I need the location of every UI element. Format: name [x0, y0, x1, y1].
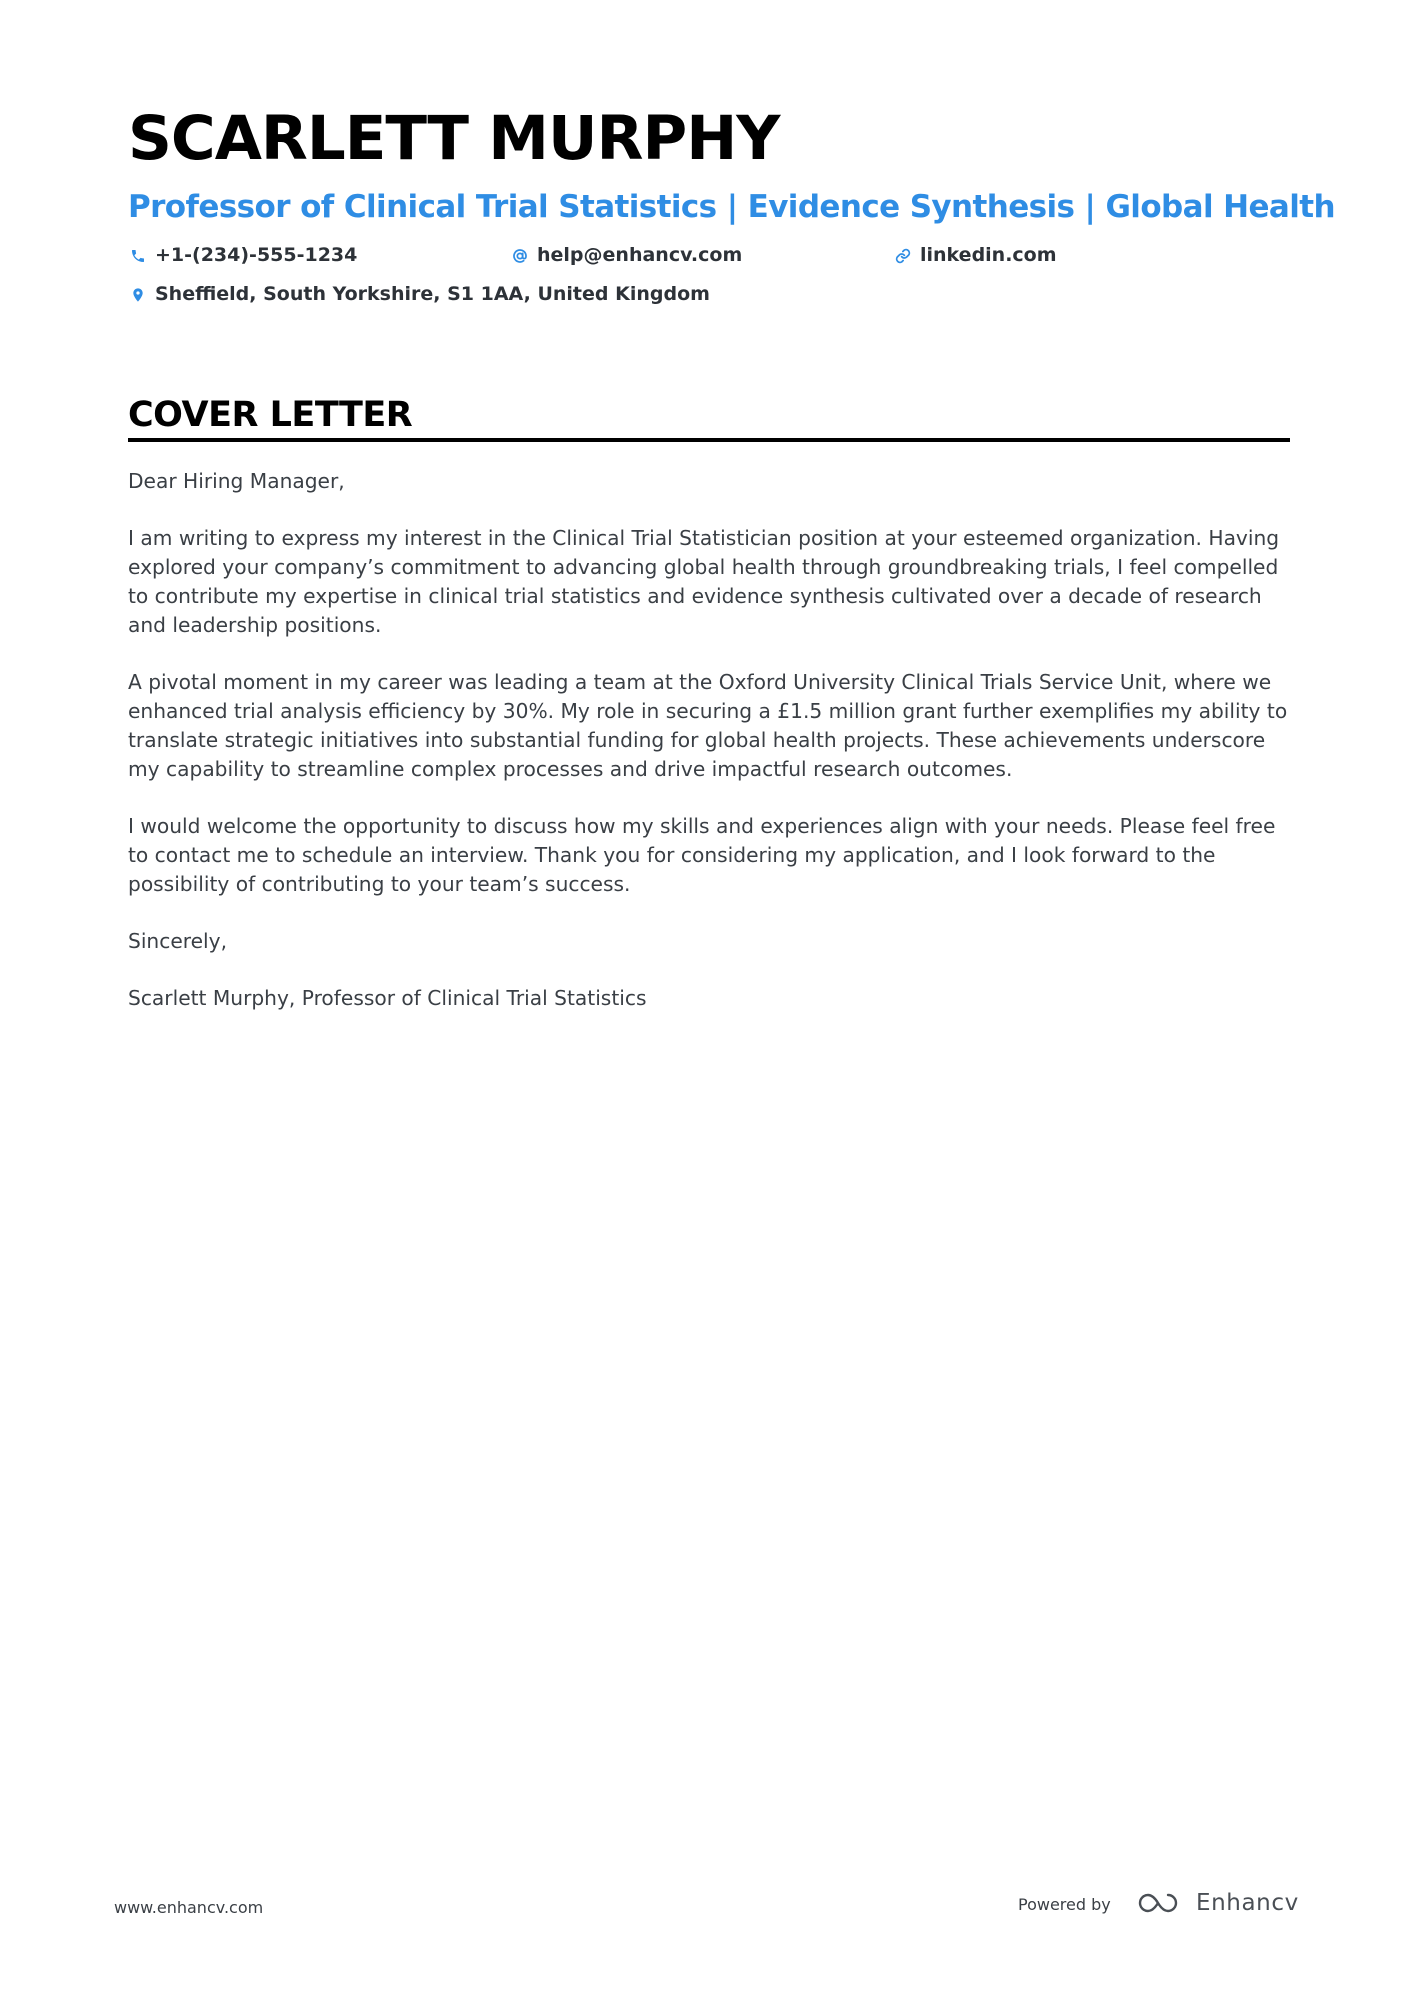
letter-body: [128, 467, 1290, 1041]
letter-paragraph: I am writing to express my interest in the Clinical Trial Statistician position at your esteemed organization. Having explored your company’s commitment to advancing global health through groundbreaking trials, I feel compelled to contribute my expertise in clinical trial statistics and evidence synthesis cultivated over a decade of research and leadership positions.: [128, 526, 1280, 637]
at-sign-icon: [512, 248, 528, 264]
section-divider: [128, 438, 1290, 442]
section-title: COVER LETTER: [128, 395, 413, 435]
letter-signature: Scarlett Murphy, Professor of Clinical Trial Statistics: [128, 986, 647, 1010]
footer-url[interactable]: www.enhancv.com: [114, 1898, 264, 1917]
phone-icon: [130, 248, 146, 264]
footer-brand: Enhancv: [1196, 1889, 1299, 1916]
candidate-name: SCARLETT MURPHY: [128, 103, 780, 174]
candidate-tagline: Professor of Clinical Trial Statistics | Evidence Synthesis | Global Health: [128, 189, 1335, 225]
letter-closing: Sincerely,: [128, 929, 227, 953]
footer-logo[interactable]: [1138, 1890, 1299, 1916]
map-pin-icon: [130, 287, 146, 303]
footer-powered-by: Powered by: [1018, 1895, 1111, 1914]
link-icon: [895, 248, 911, 264]
letter-paragraph: I would welcome the opportunity to discuss how my skills and experiences align with your needs. Please feel free to contact me to schedule an interview. Thank you for considering my application, and I look forward to the possibility of contributing to your team’s success.: [128, 814, 1276, 896]
enhancv-logo-icon: [1138, 1890, 1186, 1916]
letter-salutation: Dear Hiring Manager,: [128, 469, 345, 493]
contact-link[interactable]: [895, 246, 1057, 265]
phone-text: +1-(234)-555-1234: [155, 244, 358, 266]
location-text: Sheffield, South Yorkshire, S1 1AA, United Kingdom: [155, 283, 710, 305]
contact-location: [130, 285, 710, 304]
letter-paragraph: A pivotal moment in my career was leading a team at the Oxford University Clinical Trials Service Unit, where we enhanced trial analysis efficiency by 30%. My role in securing a £1.5 million grant further exemplifies my ability to translate strategic initiatives into substantial funding for global health projects. These achievements underscore my capability to streamline complex processes and drive impactful research outcomes.: [128, 670, 1288, 781]
contact-phone[interactable]: [130, 246, 357, 265]
link-text: linkedin.com: [920, 244, 1057, 266]
contact-email[interactable]: [512, 246, 742, 265]
email-text: help@enhancv.com: [537, 244, 743, 266]
